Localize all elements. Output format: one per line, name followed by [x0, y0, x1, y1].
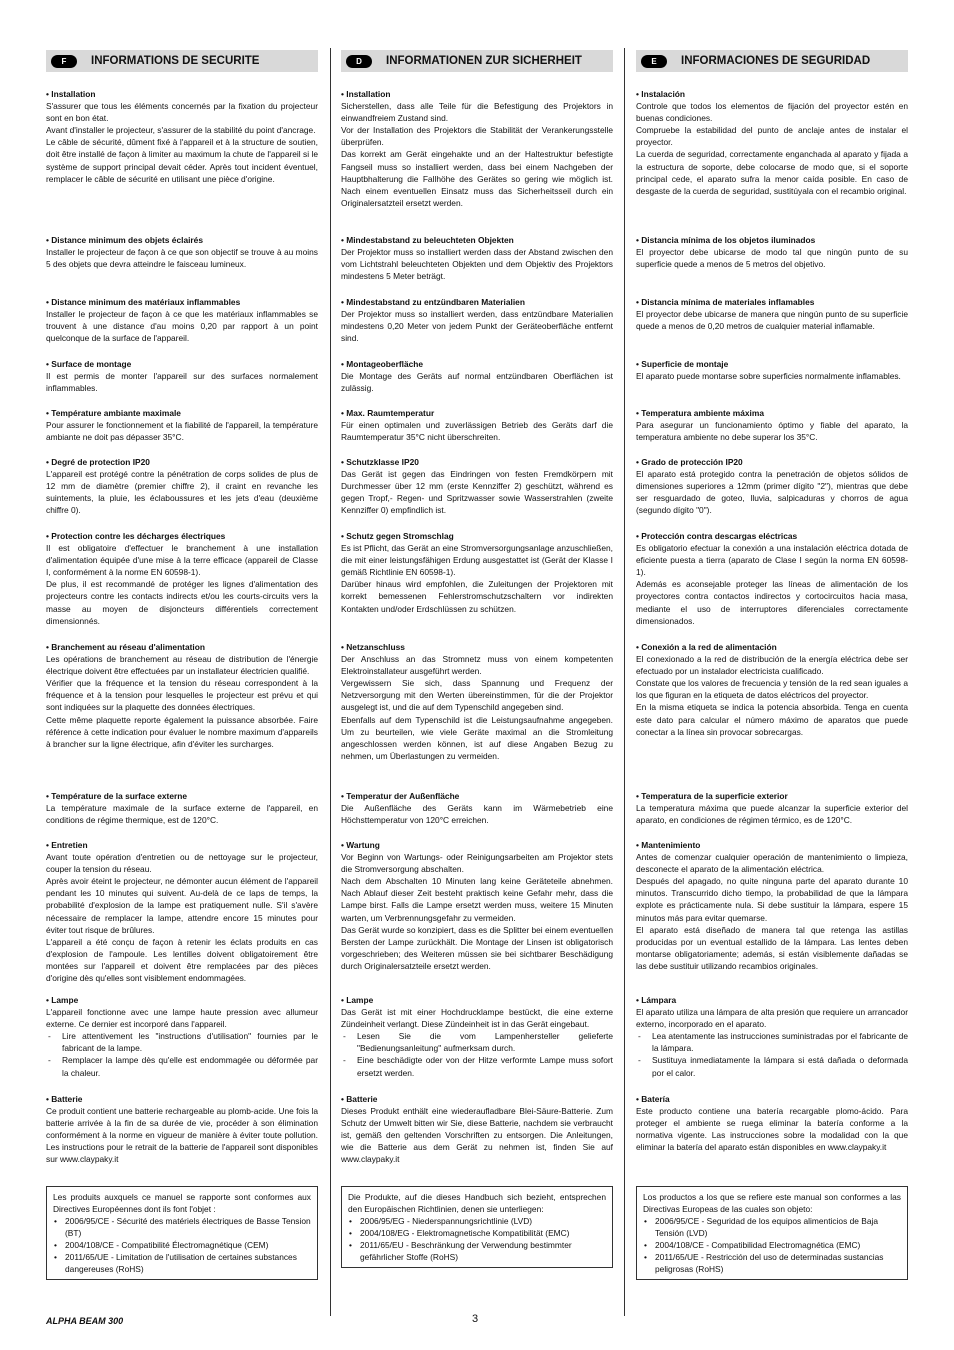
safety-paragraph: Antes de comenzar cualquier operación de mantenimiento o limpieza, desconecte el aparato de la alimentación eléctrica. — [636, 852, 908, 875]
safety-section — [341, 790, 613, 826]
safety-paragraph: S'assurer que tous les éléments concernés par la fixation du projecteur sont en bon état. — [46, 101, 318, 124]
section-header-title: INFORMACIONES DE SEGURIDAD — [681, 54, 871, 67]
safety-paragraph: Para asegurar un funcionamiento óptimo y fiable del aparato, la temperatura ambiente no debe superar los 35°C. — [636, 420, 908, 443]
safety-section-title: • Temperatur der Außenfläche — [341, 791, 460, 801]
safety-paragraph: Das Gerät ist mit einer Hochdrucklampe bestückt, die eine externe Zündeinheit verlangt. Diese Zündeinheit ist in das Gerät eingebaut. — [341, 1007, 613, 1030]
safety-section — [636, 456, 908, 516]
safety-paragraph: El aparato está diseñado de manera tal que retenga las astillas producidas por un eventual estallido de la lámpara. Las lentes deben montarse obligatoriamente; además, si están visiblemente dañadas se las debe sustituir utilizando recambios originales. — [636, 924, 908, 971]
safety-section — [46, 530, 318, 627]
safety-section — [341, 358, 613, 394]
safety-paragraph: L'appareil est protégé contre la pénétration de corps solides de plus de 12 mm de diamètre (premier chiffre 2), il craint en revanche les suintements, la pluie, les éclaboussures et les jets d'eau (deuxième chiffre 0). — [46, 469, 318, 516]
safety-section — [46, 456, 318, 516]
safety-paragraph: Después del apagado, no quite ninguna parte del aparato durante 10 minutos. Transcurrido dicho tiempo, la probabilidad de que la lámpara explote es prácticamente nula. Si debe sustituir la lámpara, espere 15 minutos más para evitar quemarse. — [636, 876, 908, 923]
safety-section — [636, 358, 908, 382]
safety-paragraph: Das Gerät wurde so konzipiert, dass es die Splitter bei einem eventuellen Bersten der Lampe zurückhält. Die Montage der Linsen ist obligatorisch vorgeschrieben; des Weiteren müssen sie bei sichtbarer Beschädigung durch Originalersatzteile ersetzt werden. — [341, 924, 613, 971]
safety-section-title: • Protección contra descargas eléctricas — [636, 531, 798, 541]
safety-paragraph: Dieses Produkt enthält eine wiederaufladbare Blei-Säure-Batterie. Zum Schutz der Umwelt bitten wir Sie, diese Batterie, nachdem sie verbraucht ist, gemäß den geltenden Vorschriften zu entsorgen. Die Anleitungen, wie die Batterie aus dem Gerät zu nehmen ist, finden Sie auf www.claypaky.it — [341, 1106, 613, 1165]
safety-section-title: • Mindestabstand zu beleuchteten Objekten — [341, 235, 514, 245]
directive-item: • 2011/65/UE - Restricción del uso de determinadas sustancias peligrosas (RoHS) — [643, 1251, 901, 1275]
safety-section-title: • Instalación — [636, 89, 686, 99]
safety-section-title: • Distance minimum des matériaux inflammables — [46, 297, 241, 307]
directive-item: • 2004/108/CE - Compatibilité Électromagnétique (CEM) — [53, 1239, 311, 1251]
safety-paragraph: Avant d'installer le projecteur, s'assurer de la stabilité du point d'ancrage. — [46, 125, 316, 136]
safety-paragraph: Sicherstellen, dass alle Teile für die Befestigung des Projektors in einwandfreiem Zustand sind. — [341, 101, 613, 124]
safety-section — [341, 456, 613, 516]
safety-paragraph: Cette même plaquette reporte également la puissance absorbée. Faire référence à cette indication pour évaluer le nombre maximum d'appareils à brancher sur la ligne électrique, afin d'éviter les surcharges. — [46, 714, 318, 749]
section-header-title: INFORMATIONEN ZUR SICHERHEIT — [386, 54, 582, 67]
directive-item: • 2004/108/EG - Elektromagnetische Kompatibilität (EMC) — [348, 1227, 606, 1239]
safety-section-title: • Schutzklasse IP20 — [341, 457, 419, 467]
safety-paragraph: Die Außenfläche des Geräts kann im Wärmebetrieb eine Höchsttemperatur von 120°C erreichen. — [341, 803, 613, 826]
safety-section-title: • Conexión a la red de alimentación — [636, 642, 777, 652]
list-item: - Sustituya inmediatamente la lámpara si está dañada o deformada por el calor. — [636, 1054, 908, 1078]
safety-section — [636, 296, 908, 332]
safety-paragraph: El proyector debe ubicarse de manera que ningún punto de su superficie quede a menos de 0,20 metros de cualquier material inflamable. — [636, 309, 908, 332]
section-header — [341, 50, 613, 72]
safety-paragraph: Installer le projecteur de façon à ce que son objectif se trouve à au moins 5 des objets que devra atteindre le faisceau lumineux. — [46, 247, 318, 270]
language-badge: F — [51, 55, 77, 68]
column-spanish — [636, 50, 908, 1274]
directive-item: • 2004/108/CE - Compatibilidad Electromagnética (EMC) — [643, 1239, 901, 1251]
lamp-instructions-list — [636, 1030, 908, 1078]
safety-paragraph: Darüber hinaus wird empfohlen, die Zuleitungen der Projektoren mit korrekt bemessenen Fehlerstromschutzschaltern vor indirekten Kontakten und/oder Erdschlüssen zu schützen. — [341, 579, 613, 614]
safety-section-title: • Mantenimiento — [636, 840, 701, 850]
safety-section-title: • Degré de protection IP20 — [46, 457, 150, 467]
safety-section-title: • Distancia mínima de los objetos iluminados — [636, 235, 816, 245]
safety-paragraph: Der Projektor muss so installiert werden dass der Abstand zwischen den vom Lichtstrahl beleuchteten Objekten und dem Objektiv des Projektors mindestens 5 Meter beträgt. — [341, 247, 613, 282]
safety-paragraph: Das Gerät ist gegen das Eindringen von festen Fremdkörpern mit Durchmesser über 12 mm (erste Kennziffer 2) geschützt, während es gegen Tropf,- Regen- und Spritzwasser sowie Wasserstrahlen (zweite Kennziffer 0) empfindlich ist. — [341, 469, 613, 516]
column-divider — [624, 48, 625, 1316]
list-item: - Lire attentivement les "instructions d'utilisation" fournies par le fabricant de la lampe. — [46, 1030, 318, 1054]
safety-section-title: • Lampe — [341, 995, 374, 1005]
directives-list — [53, 1215, 311, 1275]
safety-section — [341, 530, 613, 615]
safety-paragraph: Controle que todos los elementos de fijación del proyector estén en buenas condiciones. — [636, 101, 908, 124]
directives-list — [348, 1215, 606, 1263]
list-item: - Lea atentamente las instrucciones suministradas por el fabricante de la lámpara. — [636, 1030, 908, 1054]
safety-section-title: • Grado de protección IP20 — [636, 457, 743, 467]
safety-section-title: • Distancia mínima de materiales inflamables — [636, 297, 815, 307]
safety-section — [636, 234, 908, 270]
directive-item: • 2006/95/EG - Niederspannungsrichtlinie (LVD) — [348, 1215, 606, 1227]
safety-section-title: • Surface de montage — [46, 359, 132, 369]
safety-paragraph: Avant toute opération d'entretien ou de nettoyage sur le projecteur, couper la tension du réseau. — [46, 852, 318, 875]
column-german — [341, 50, 613, 1262]
safety-section-title: • Batterie — [341, 1094, 378, 1104]
safety-section-title: • Installation — [46, 89, 96, 99]
safety-paragraph: El aparato está protegido contra la penetración de objetos sólidos de dimensiones superiores a 12mm (primer dígito "2"), mientras que debe ser resguardado de goteo, lluvia, salpicaduras y chorros de agua (segundo dígito "0"). — [636, 469, 908, 516]
safety-section-title: • Température de la surface externe — [46, 791, 188, 801]
conformity-box — [341, 1186, 613, 1268]
section-header — [636, 50, 908, 72]
language-badge: E — [641, 55, 667, 68]
conformity-box — [46, 1186, 318, 1280]
safety-section — [341, 839, 613, 972]
safety-section — [46, 407, 318, 443]
safety-section — [46, 1093, 318, 1166]
list-item: - Eine beschädigte oder von der Hitze verformte Lampe muss sofort ersetzt werden. — [341, 1054, 613, 1078]
language-badge: D — [346, 55, 372, 68]
footer-model-name: ALPHA BEAM 300 — [46, 1316, 124, 1326]
safety-section-title: • Entretien — [46, 840, 88, 850]
safety-section-title: • Max. Raumtemperatur — [341, 408, 435, 418]
directive-item: • 2006/95/CE - Sécurité des matériels électriques de Basse Tension (BT) — [53, 1215, 311, 1239]
safety-paragraph: Das korrekt am Gerät eingehakte und an der Haltestruktur befestigte Fangseil muss so installiert werden, dass bei einem Nachgeben der Hauptbhalterung die Fallhöhe des Gerätes so gering wie möglich ist. Nach einem eventuellen Einsatz muss das Sicherheitsseil durch ein Originalersatzteil ersetzt werden. — [341, 149, 613, 208]
directives-list — [643, 1215, 901, 1275]
safety-section-title: • Lámpara — [636, 995, 677, 1005]
lamp-instructions-list — [46, 1030, 318, 1078]
safety-paragraph: Il est permis de monter l'appareil sur des surfaces normalement inflammables. — [46, 371, 318, 394]
page-number: 3 — [472, 1313, 479, 1325]
safety-paragraph: El conexionado a la red de distribución de la energía eléctrica debe ser efectuado por un instalador electricista cualificado. — [636, 654, 908, 677]
directive-item: • 2011/65/UE - Limitation de l'utilisation de certaines substances dangereuses (RoHS) — [53, 1251, 311, 1275]
safety-section-title: • Température ambiante maximale — [46, 408, 181, 418]
safety-section — [341, 1093, 613, 1166]
safety-section — [46, 88, 318, 185]
safety-section — [341, 88, 613, 209]
conformity-intro: Los productos a los que se refiere este manual son conformes a las Directivas Europeas de las cuales son objeto: — [643, 1192, 901, 1214]
safety-section — [341, 407, 613, 443]
safety-paragraph: Les opérations de branchement au réseau de distribution de l'énergie électrique doivent être effectuées par un installateur électricien qualifié. — [46, 654, 318, 677]
safety-paragraph: Après avoir éteint le projecteur, ne démonter aucun élément de l'appareil pendant les 10 minutes qui suivent. Au-delà de ce laps de temps, la probabilité d'explosion de la lampe est pratiquement nulle. S'il s'avère nécessaire de remplacer la lampe, attendre encore 15 minutes pour éviter tout risque de brûlures. — [46, 876, 318, 935]
safety-paragraph: Il est obligatoire d'effectuer le branchement à une installation d'alimentation équipée d'une mise à la terre efficace (appareil de Classe I, conformément à la norme EN 60598-1). — [46, 543, 318, 578]
safety-paragraph: La temperatura máxima que puede alcanzar la superficie exterior del aparato, en condiciones de régimen térmico, es de 120°C. — [636, 803, 908, 826]
safety-paragraph: La température maximale de la surface externe de l'appareil, en conditions de régime thermique, est de 120°C. — [46, 803, 318, 826]
safety-section — [636, 407, 908, 443]
safety-section-title: • Montageoberfläche — [341, 359, 424, 369]
safety-section-title: • Batterie — [46, 1094, 83, 1104]
list-item: - Lesen Sie die vom Lampenhersteller gelieferte "Bedienungsanleitung" aufmerksam durch. — [341, 1030, 613, 1054]
safety-paragraph: El proyector debe ubicarse de modo tal que ningún punto de su superficie quede a menos de 5 metros del objetivo. — [636, 247, 908, 270]
safety-section — [341, 994, 613, 1079]
section-header — [46, 50, 318, 72]
conformity-box — [636, 1186, 908, 1280]
safety-section — [341, 641, 613, 762]
safety-paragraph: L'appareil a été conçu de façon à retenir les éclats produits en cas d'explosion de l'ampoule. Les lentilles doivent obligatoirement être montées sur l'appareil et doivent être remplacées par des pièces d'origine dès qu'elles sont visiblement endommagées. — [46, 936, 318, 984]
safety-section-title: • Installation — [341, 89, 391, 99]
safety-paragraph: Der Projektor muss so installiert werden, dass entzündbare Materialien mindestens 0,20 Meter von jedem Punkt der Geräteoberfläche entfernt sind. — [341, 309, 613, 344]
safety-section — [636, 994, 908, 1079]
safety-section — [46, 358, 318, 394]
safety-paragraph: L'appareil fonctionne avec une lampe haute pression avec allumeur externe. Ce dernier est incorporé dans l'appareil. — [46, 1007, 318, 1030]
section-header-title: INFORMATIONS DE SECURITE — [91, 54, 260, 67]
safety-section-title: • Protection contre les décharges électriques — [46, 531, 226, 541]
safety-paragraph: Además es aconsejable proteger las líneas de alimentación de los proyectores contra contactos indirectos y cortocircuitos hacia masa, mediante el uso de interruptores diferenciales correctamente dimensionados. — [636, 579, 908, 626]
safety-paragraph: Constate que los valores de frecuencia y tensión de la red sean iguales a los que figuran en la etiqueta de datos eléctricos del proyector. — [636, 678, 908, 701]
safety-section — [46, 839, 318, 984]
safety-section — [636, 1093, 908, 1153]
safety-section-title: • Distance minimum des objets éclairés — [46, 235, 203, 245]
safety-section-title: • Mindestabstand zu entzündbaren Materialien — [341, 297, 525, 307]
safety-section — [636, 88, 908, 197]
safety-section-title: • Schutz gegen Stromschlag — [341, 531, 454, 541]
safety-section — [46, 234, 318, 270]
safety-section-title: • Lampe — [46, 995, 79, 1005]
safety-paragraph: Ebenfalls auf dem Typenschild ist die Leistungsaufnahme angegeben. Um zu beurteilen, wie viele Geräte maximal an die Stromleitung angeschlossen werden können, ist auf diese Angaben Bezug zu nehmen, um Überlastungen zu vermeiden. — [341, 714, 613, 761]
conformity-intro: Die Produkte, auf die dieses Handbuch sich bezieht, entsprechen den Europäischen Richtlinien, denen sie unterliegen: — [348, 1192, 606, 1214]
safety-paragraph: Für einen optimalen und zuverlässigen Betrieb des Geräts darf die Raumtemperatur 35°C nicht überschreiten. — [341, 420, 613, 443]
safety-section — [46, 296, 318, 344]
list-item: - Remplacer la lampe dès qu'elle est endommagée ou déformée par la chaleur. — [46, 1054, 318, 1078]
safety-paragraph: Vor der Installation des Projektors die Stabilität der Verankerungsstelle überprüfen. — [341, 125, 613, 148]
safety-section-title: • Temperatura de la superficie exterior — [636, 791, 788, 801]
safety-section-title: • Wartung — [341, 840, 380, 850]
safety-section-title: • Batería — [636, 1094, 670, 1104]
column-divider — [330, 48, 331, 1316]
conformity-intro: Les produits auxquels ce manuel se rapporte sont conformes aux Directives Européennes dont ils font l'objet : — [53, 1192, 311, 1214]
safety-paragraph: El aparato utiliza una lámpara de alta presión que requiere un arrancador externo, incorporado en el aparato. — [636, 1007, 908, 1030]
directive-item: • 2011/65/EU - Beschränkung der Verwendung bestimmter gefährlicher Stoffe (RoHS) — [348, 1239, 606, 1263]
safety-paragraph: Es ist Pflicht, das Gerät an eine Stromversorgungsanlage anzuschließen, die mit einer leistungsfähigen Erdung ausgestattet ist (Gerät der Klasse I gemäß Richtlinie EN 60598-1). — [341, 543, 613, 578]
safety-section-title: • Branchement au réseau d'alimentation — [46, 642, 205, 652]
safety-section — [46, 641, 318, 750]
safety-paragraph: Nach dem Abschalten 10 Minuten lang keine Geräteteile abnehmen. Nach Ablauf dieser Zeit besteht praktisch keine Gefahr mehr, dass die Lampe birst. Falls die Lampe ersetzt werden muss, weitere 15 Minuten warten, um Verbrennungsgefahr zu vermeiden. — [341, 876, 613, 923]
safety-section-title: • Temperatura ambiente máxima — [636, 408, 764, 418]
safety-paragraph: Die Montage des Geräts auf normal entzündbaren Oberflächen ist zulässig. — [341, 371, 613, 394]
safety-paragraph: Ce produit contient une batterie rechargeable au plomb-acide. Une fois la batterie arrivée à la fin de sa durée de vie, procéder à son élimination conformément à la norme en vigueur de manière à éviter toute pollution. Les instructions pour le retrait de la batterie de l'appareil sont disponibles sur www.claypaky.it — [46, 1106, 318, 1165]
safety-section-title: • Netzanschluss — [341, 642, 405, 652]
safety-section — [46, 994, 318, 1079]
safety-paragraph: Der Anschluss an das Stromnetz muss von einem kompetenten Elektroinstallateur ausgeführt werden. — [341, 654, 613, 677]
safety-section — [636, 839, 908, 972]
safety-paragraph: El aparato puede montarse sobre superficies normalmente inflamables. — [636, 371, 901, 382]
lamp-instructions-list — [341, 1030, 613, 1078]
safety-paragraph: Le câble de sécurité, dûment fixé à l'appareil et à la structure de soutien, doit être installé de façon à limiter au maximum la chute de l'appareil si le système de support principal devait céder. Après tout incident éventuel, remplacer le câble de sécurité en utilisant une pièce d'origine. — [46, 137, 318, 184]
safety-paragraph: Pour assurer le fonctionnement et la fiabilité de l'appareil, la température ambiante ne doit pas dépasser 35°C. — [46, 420, 318, 443]
safety-paragraph: Compruebe la estabilidad del punto de anclaje antes de instalar el proyector. — [636, 125, 908, 148]
safety-section — [636, 790, 908, 826]
directive-item: • 2006/95/CE - Seguridad de los equipos alimenticios de Baja Tensión (LVD) — [643, 1215, 901, 1239]
safety-paragraph: Vergewissern Sie sich, dass Spannung und Frequenz der Netzversorgung mit den Werten übereinstimmen, für die der Projektor ausgelegt ist, und die auf dem Typenschild angegeben sind. — [341, 678, 613, 713]
safety-section — [636, 641, 908, 738]
safety-section — [636, 530, 908, 627]
safety-paragraph: En la misma etiqueta se indica la potencia absorbida. Tenga en cuenta este dato para calcular el número máximo de aparatos que puede conectar a la línea sin provocar sobrecargas. — [636, 702, 908, 737]
column-french — [46, 50, 318, 1274]
safety-paragraph: Este producto contiene una batería recargable plomo-ácido. Para proteger el ambiente se ruega eliminar la batería conforme a la normativa vigente. Las instrucciones sobre la modalidad con la que eliminar la batería del aparato están disponibles en www.claypaky.it — [636, 1106, 908, 1153]
safety-paragraph: Installer le projecteur de façon à ce que les matériaux inflammables se trouvent à une distance d'au moins 0,20 par rapport à un point quelconque de la surface de l'appareil. — [46, 309, 318, 344]
safety-section-title: • Superficie de montaje — [636, 359, 729, 369]
safety-section — [341, 296, 613, 344]
safety-paragraph: De plus, il est recommandé de protéger les lignes d'alimentation des projecteurs contre les contacts indirects et/ou les courts-circuits vers la masse au moyen de disjoncteurs différentiels correctement dimensionnés. — [46, 579, 318, 626]
safety-paragraph: Vérifier que la fréquence et la tension du réseau correspondent à la fréquence et à la tension pour lesquelles le projecteur est prévu et qui sont indiquées sur la plaquette des données électriques. — [46, 678, 318, 713]
safety-paragraph: La cuerda de seguridad, correctamente enganchada al aparato y fijada a la estructura de soporte, debe colocarse de modo que, si el soporte principal cede, el aparato sufra la menor caída posible. En caso de desgaste de la cuerda de seguridad, sustitúyala con el recambio original. — [636, 149, 908, 196]
safety-section — [46, 790, 318, 826]
safety-section — [341, 234, 613, 282]
safety-paragraph: Vor Beginn von Wartungs- oder Reinigungsarbeiten am Projektor stets die Stromversorgung abschalten. — [341, 852, 613, 875]
safety-paragraph: Es obligatorio efectuar la conexión a una instalación eléctrica dotada de eficiente puesta a tierra (aparato de Clase I según la norma EN 60598-1). — [636, 543, 908, 578]
